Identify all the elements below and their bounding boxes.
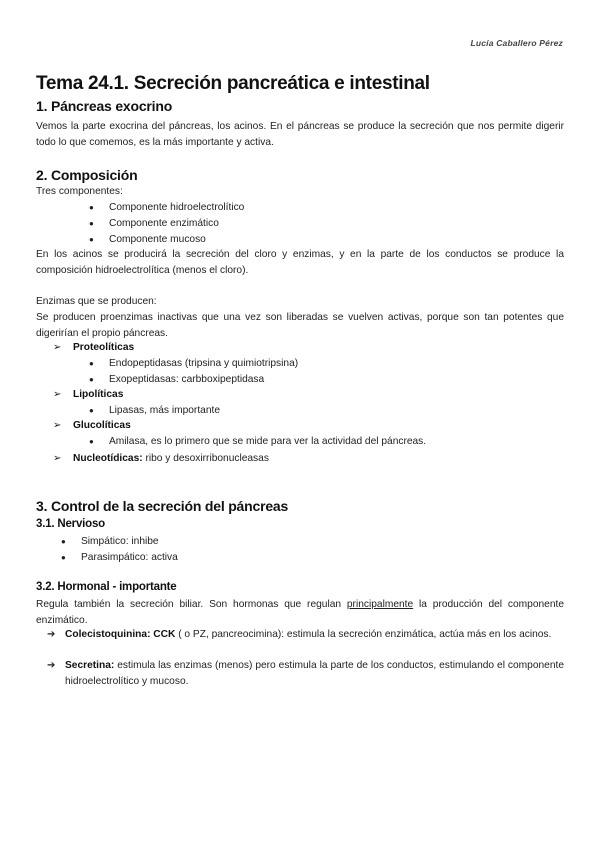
- arrow-right-icon: ➔: [47, 629, 56, 640]
- bullet-icon: ●: [89, 375, 94, 384]
- list-item: ● Exopeptidasas: carbboxipeptidasa: [109, 372, 264, 388]
- hormonal-text: Regula también la secreción biliar. Son hormonas que regulan principalmente la producción del componente enzimático.: [36, 599, 564, 626]
- section-3-heading: 3. Control de la secreción del páncreas: [36, 498, 289, 514]
- bullet-icon: ●: [89, 406, 94, 415]
- list-item: ● Componente hidroelectrolítico: [109, 200, 244, 216]
- author-name: Lucía Caballero Pérez: [470, 38, 563, 48]
- subsection-nervous-heading: 3.1. Nervioso: [36, 518, 105, 530]
- bullet-icon: ●: [61, 537, 66, 546]
- hormone-item: ➔ Secretina: estimula las enzimas (menos) pero estimula la parte de los conductos, estimulando el componente hidroelectrolítico y mucoso.: [47, 660, 564, 687]
- bullet-icon: ●: [89, 203, 94, 212]
- list-item: ● Parasimpático: activa: [81, 550, 178, 566]
- bullet-icon: ●: [89, 359, 94, 368]
- list-item: ● Simpático: inhibe: [81, 534, 159, 550]
- enzyme-group: ➢ Lipolíticas: [73, 387, 123, 403]
- enzymes-text: Se producen proenzimas inactivas que una vez son liberadas se vuelven activas, porque son tan potentes que digerirían el propio páncreas.: [36, 312, 564, 339]
- hormone-item: ➔ Colecistoquinina: CCK ( o PZ, pancreocimina): estimula la secreción enzimática, actúa más en los acinos.: [65, 627, 564, 643]
- list-item: ● Lipasas, más importante: [109, 403, 220, 419]
- arrow-right-icon: ➔: [47, 660, 56, 671]
- arrowhead-icon: ➢: [53, 389, 62, 400]
- arrowhead-icon: ➢: [53, 342, 62, 353]
- bullet-icon: ●: [89, 437, 94, 446]
- section-2-heading: 2. Composición: [36, 167, 138, 183]
- list-item: ● Componente mucoso: [109, 232, 206, 248]
- arrowhead-icon: ➢: [53, 453, 62, 464]
- list-item: ● Componente enzimático: [109, 216, 219, 232]
- bullet-icon: ●: [89, 235, 94, 244]
- section-1-text: Vemos la parte exocrina del páncreas, los acinos. En el páncreas se produce la secreción que nos permite digerir todo lo que comemos, es la más importante y activa.: [36, 121, 564, 148]
- section-1-heading: 1. Páncreas exocrino: [36, 98, 173, 114]
- composition-text: En los acinos se producirá la secreción del cloro y enzimas, y en la parte de los conductos se produce la composición hidroelectrolítica (menos el cloro).: [36, 249, 564, 276]
- enzyme-group: ➢ Glucolíticas: [73, 418, 131, 434]
- bullet-icon: ●: [61, 553, 66, 562]
- enzyme-group: ➢ Nucleotídicas: ribo y desoxirribonucleasas: [73, 451, 269, 467]
- arrowhead-icon: ➢: [53, 420, 62, 431]
- list-item: ● Amilasa, es lo primero que se mide para ver la actividad del páncreas.: [109, 434, 426, 450]
- subsection-hormonal-heading: 3.2. Hormonal - importante: [36, 581, 177, 593]
- components-intro: Tres componentes:: [36, 186, 123, 197]
- enzymes-intro: Enzimas que se producen:: [36, 296, 157, 307]
- list-item: ● Endopeptidasas (tripsina y quimiotripsina): [109, 356, 298, 372]
- page-title: Tema 24.1. Secreción pancreática e intestinal: [36, 73, 430, 94]
- bullet-icon: ●: [89, 219, 94, 228]
- enzyme-group: ➢ Proteolíticas: [73, 340, 134, 356]
